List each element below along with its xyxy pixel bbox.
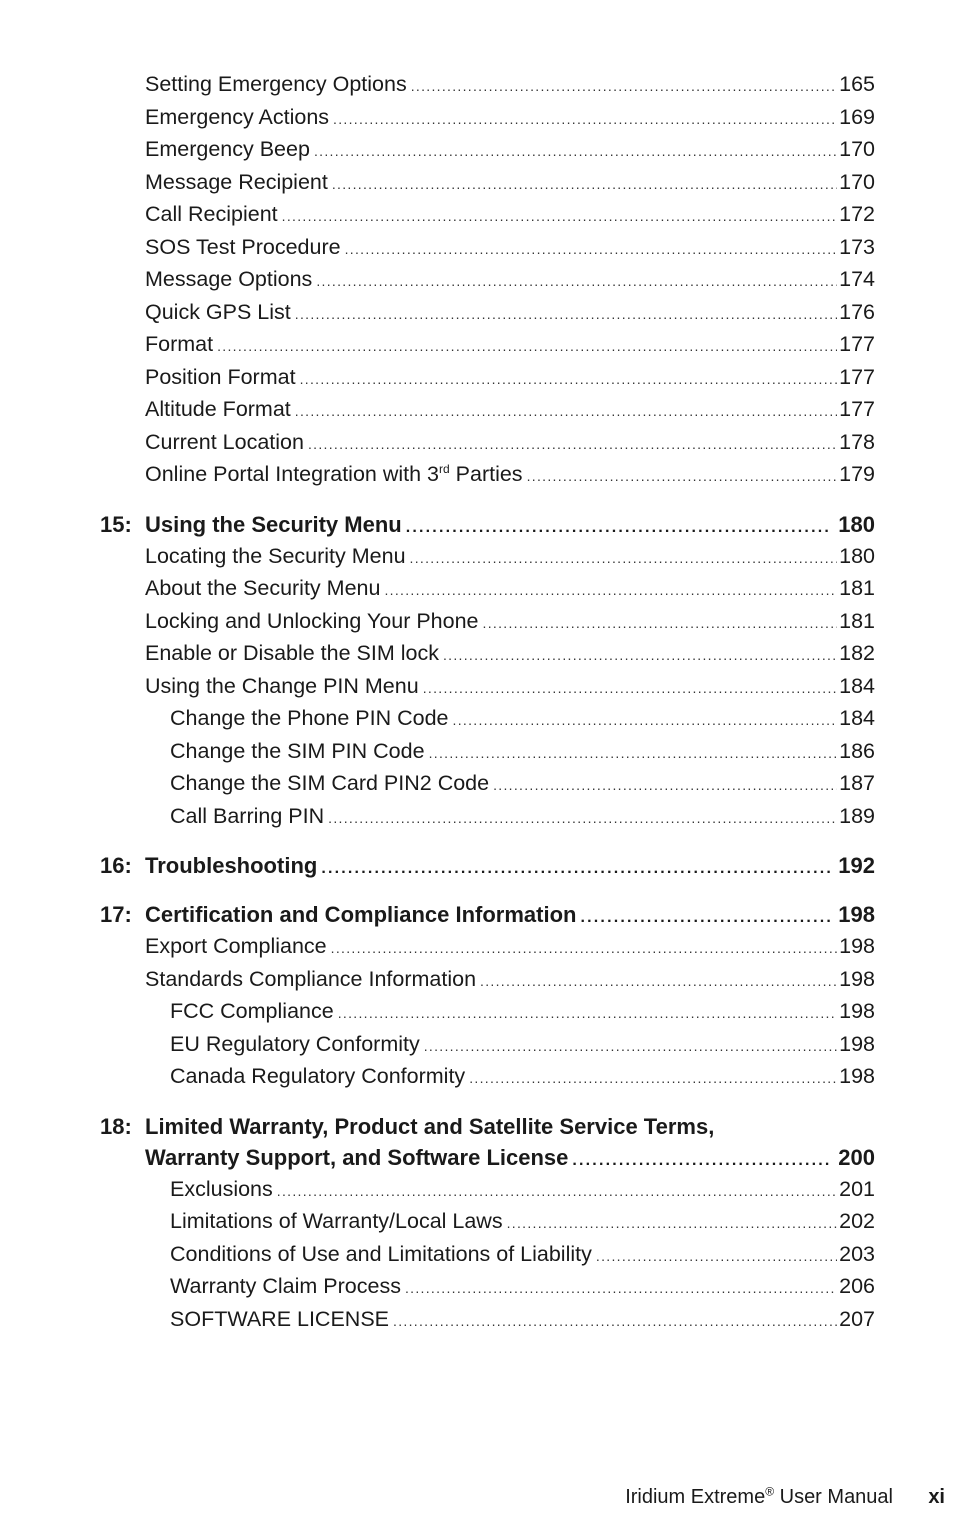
manual-title-prefix: Iridium Extreme [625,1486,766,1508]
dot-leader [580,902,832,933]
toc-subentry-page: 206 [839,1274,875,1298]
toc-entry[interactable] [145,361,875,394]
chapter-number: 17: [100,902,132,927]
chapter-heading[interactable] [100,509,875,540]
toc-subentry-title: SOFTWARE LICENSE [170,1306,390,1331]
dot-leader [443,639,837,672]
dot-leader [332,168,837,201]
toc-subentry-title: Exclusions [170,1176,273,1201]
toc-subentry[interactable] [170,702,875,735]
dot-leader [596,1240,837,1273]
toc-entry-page: 173 [839,234,875,259]
toc-entry-page: 174 [839,267,875,291]
toc-subentry-page: 184 [839,706,875,730]
toc-subentry-title: Limitations of Warranty/Local Laws [170,1209,503,1233]
toc-subentry[interactable] [170,1205,875,1238]
dot-leader [480,965,837,998]
toc-entry[interactable] [145,637,875,670]
toc-entry-page: 177 [839,332,875,356]
dot-leader [429,737,838,770]
dot-leader [527,460,838,493]
page-footer [0,1484,975,1510]
toc-entry[interactable] [145,458,875,491]
toc-subentry[interactable] [170,1238,875,1271]
toc-entry-page: 178 [839,429,875,454]
dot-leader [483,607,838,640]
toc-subentry-title: Canada Regulatory Conformity [170,1064,466,1088]
page-number: xi [928,1486,945,1508]
toc-entry-page: 170 [839,169,875,194]
dot-leader [405,1272,837,1305]
chapter-title: Troubleshooting [145,853,318,878]
toc-subentry[interactable] [170,767,875,800]
toc-subentry-page: 207 [839,1306,875,1331]
toc-entry-title: Emergency Beep [145,137,310,161]
dot-leader [295,395,837,428]
dot-leader [453,704,838,737]
toc-entry-title: Call Recipient [145,202,278,226]
toc-subentry-page: 201 [839,1176,875,1201]
dot-leader [308,428,837,461]
dot-leader [314,135,837,168]
toc-entry[interactable] [145,68,875,101]
toc-subentry[interactable] [170,800,875,833]
dot-leader [345,233,838,266]
toc-subentry[interactable] [170,735,875,768]
dot-leader [493,769,837,802]
toc-entry-title: Export Compliance [145,934,327,958]
toc-entry-title: Enable or Disable the SIM lock [145,641,439,665]
dot-leader [393,1305,837,1338]
dot-leader [282,200,837,233]
dot-leader [328,802,837,835]
toc-entry-title: Position Format [145,364,296,389]
toc-entry[interactable] [145,166,875,199]
chapter-number: 16: [100,853,132,878]
toc-subentry[interactable] [170,1270,875,1303]
dot-leader [406,512,833,543]
toc-entry-title: Standards Compliance Information [145,966,477,991]
registered-mark: ® [765,1484,775,1499]
chapter-title-line2: Warranty Support, and Software License [145,1144,569,1170]
toc-subentry-title: Call Barring PIN [170,803,325,828]
toc-entry-page: 177 [839,397,875,421]
dot-leader [321,853,832,884]
toc-entry-title: Using the Change PIN Menu [145,673,419,698]
toc-subentry-page: 189 [839,803,875,828]
toc-entry-title: Message Options [145,267,313,291]
table-of-contents [0,68,975,1335]
toc-subentry-title: Change the SIM PIN Code [170,738,425,763]
toc-entry-title [145,458,525,491]
toc-entry-title: About the Security Menu [145,576,381,600]
superscript: rd [439,461,450,476]
dot-leader [300,363,838,396]
chapter-heading-line1[interactable] [100,1111,875,1142]
toc-subentry-title: EU Regulatory Conformity [170,1031,420,1056]
toc-entry[interactable] [145,393,875,426]
toc-entry-title: Locking and Unlocking Your Phone [145,608,479,633]
toc-entry[interactable] [145,263,875,296]
dot-leader [338,997,837,1030]
toc-entry[interactable] [145,133,875,166]
toc-entry[interactable] [145,930,875,963]
toc-subentry-page: 202 [839,1209,875,1233]
toc-subentry-title: FCC Compliance [170,999,334,1023]
toc-subentry[interactable] [170,1060,875,1093]
toc-subentry-title: Change the SIM Card PIN2 Code [170,771,490,795]
toc-entry[interactable] [145,540,875,573]
toc-entry[interactable] [145,963,875,996]
chapter-page: 180 [838,511,875,537]
toc-entry[interactable] [145,231,875,264]
toc-subentry-title: Warranty Claim Process [170,1274,401,1298]
toc-subentry-page: 187 [839,771,875,795]
toc-entry-page: 184 [839,673,875,698]
dot-leader [507,1207,838,1240]
toc-entry-page: 176 [839,299,875,324]
dot-leader [331,932,837,965]
toc-entry-page: 165 [839,72,875,96]
dot-leader [423,672,837,705]
toc-entry[interactable] [145,198,875,231]
toc-entry-page: 182 [839,641,875,665]
chapter-heading[interactable] [100,850,875,881]
dot-leader [316,265,837,298]
toc-entry-title: Message Recipient [145,169,328,194]
chapter-page: 198 [838,902,875,927]
toc-entry-page: 170 [839,137,875,161]
toc-entry-title: Emergency Actions [145,104,330,129]
toc-subentry-page: 198 [839,1064,875,1088]
toc-entry-page: 179 [839,462,875,486]
toc-subentry[interactable] [170,1028,875,1061]
toc-entry-page: 169 [839,104,875,129]
toc-entry-page: 172 [839,202,875,226]
toc-entry-title: Locating the Security Menu [145,543,406,568]
toc-subentry-title: Conditions of Use and Limitations of Liability [170,1241,592,1266]
toc-entry-title: Setting Emergency Options [145,72,407,96]
chapter-title: Using the Security Menu [145,511,402,537]
toc-entry-title: Quick GPS List [145,299,291,324]
dot-leader [384,574,837,607]
chapter-number: 18: [100,1113,132,1139]
toc-entry-page: 181 [839,608,875,633]
dot-leader [469,1062,837,1095]
dot-leader [333,103,837,136]
chapter-number: 15: [100,511,132,537]
toc-entry-title-prefix: Online Portal Integration with 3 [145,462,439,486]
toc-entry-title: Altitude Format [145,397,291,421]
toc-subentry-title: Change the Phone PIN Code [170,706,449,730]
manual-title [625,1484,893,1510]
toc-subentry-page: 198 [839,999,875,1023]
toc-entry-title: SOS Test Procedure [145,234,341,259]
toc-entry-title: Format [145,332,214,356]
dot-leader [295,298,837,331]
toc-subentry[interactable] [170,995,875,1028]
toc-entry-page: 177 [839,364,875,389]
toc-entry[interactable] [145,328,875,361]
toc-entry[interactable] [145,605,875,638]
toc-subentry[interactable] [170,1173,875,1206]
dot-leader [411,70,837,103]
toc-entry-page: 198 [839,966,875,991]
toc-entry[interactable] [145,572,875,605]
chapter-page: 192 [838,853,875,878]
toc-subentry[interactable] [170,1303,875,1336]
dot-leader [217,330,837,363]
chapter-heading-line2[interactable] [145,1142,875,1173]
toc-entry[interactable] [145,101,875,134]
dot-leader [572,1145,832,1176]
toc-entry-page: 198 [839,934,875,958]
toc-entry[interactable] [145,296,875,329]
toc-subentry-page: 203 [839,1241,875,1266]
toc-entry-page: 181 [839,576,875,600]
manual-title-suffix: User Manual [774,1486,893,1508]
toc-entry-title-suffix: Parties [449,462,523,486]
dot-leader [424,1030,837,1063]
toc-entry[interactable] [145,426,875,459]
dot-leader [277,1175,837,1208]
toc-subentry-page: 186 [839,738,875,763]
toc-entry-page: 180 [839,543,875,568]
chapter-title: Certification and Compliance Information [145,902,577,927]
dot-leader [410,542,838,575]
toc-entry-title: Current Location [145,429,304,454]
toc-entry[interactable] [145,670,875,703]
chapter-page: 200 [838,1144,875,1170]
chapter-title-line1: Limited Warranty, Product and Satellite Service Terms, [145,1113,715,1139]
toc-subentry-page: 198 [839,1031,875,1056]
chapter-heading[interactable] [100,899,875,930]
